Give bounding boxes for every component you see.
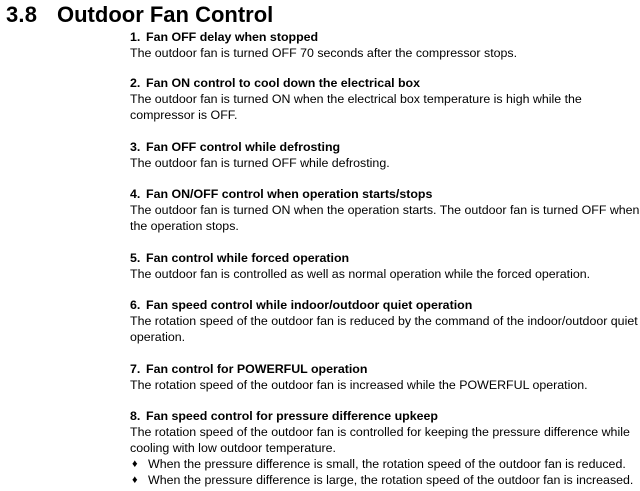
diamond-bullet-icon: ♦ [132, 458, 138, 470]
bullet-text: When the pressure difference is large, the rotation speed of the outdoor fan is increased. [148, 473, 634, 487]
section-number: 3.8 [6, 2, 38, 27]
item-number: 3. [130, 140, 141, 154]
item-heading [130, 140, 640, 155]
bullet-list [130, 456, 640, 488]
list-item [130, 140, 640, 171]
item-number: 4. [130, 187, 141, 201]
item-number: 1. [130, 30, 141, 44]
page-title: Outdoor Fan Control [57, 2, 274, 27]
item-description: The outdoor fan is turned ON when the electrical box temperature is high while the compressor is OFF. [130, 92, 582, 122]
item-heading [130, 187, 640, 202]
item-title: Fan OFF control while defrosting [146, 140, 341, 154]
item-description: The rotation speed of the outdoor fan is increased while the POWERFUL operation. [130, 378, 588, 392]
item-heading [130, 362, 640, 377]
diamond-bullet-icon: ♦ [132, 474, 138, 486]
item-heading [130, 409, 640, 424]
list-item [130, 76, 640, 123]
item-title: Fan control for POWERFUL operation [146, 362, 368, 376]
item-title: Fan OFF delay when stopped [146, 30, 319, 44]
bullet-item [130, 472, 640, 488]
item-heading [130, 298, 640, 313]
item-number: 8. [130, 409, 141, 423]
list-item [130, 30, 640, 61]
item-number: 7. [130, 362, 141, 376]
bullet-text: When the pressure difference is small, the rotation speed of the outdoor fan is reduced. [148, 457, 626, 471]
item-title: Fan ON/OFF control when operation starts/stops [146, 187, 433, 201]
item-title: Fan ON control to cool down the electrical box [146, 76, 420, 90]
item-heading [130, 30, 640, 45]
item-description: The outdoor fan is turned OFF 70 seconds after the compressor stops. [130, 46, 518, 60]
item-description: The outdoor fan is turned OFF while defrosting. [130, 156, 390, 170]
item-heading [130, 76, 640, 91]
item-number: 2. [130, 76, 141, 90]
list-item [130, 298, 640, 345]
list-item [130, 362, 640, 393]
item-number: 5. [130, 251, 141, 265]
item-title: Fan speed control while indoor/outdoor quiet operation [146, 298, 473, 312]
item-number: 6. [130, 298, 141, 312]
list-item [130, 187, 640, 234]
section-header [6, 0, 636, 30]
item-title: Fan control while forced operation [146, 251, 350, 265]
item-description: The outdoor fan is turned ON when the operation starts. The outdoor fan is turned OFF when the operation stops. [130, 203, 640, 233]
item-title: Fan speed control for pressure difference upkeep [146, 409, 438, 423]
item-description: The rotation speed of the outdoor fan is controlled for keeping the pressure difference while cooling with low outdoor temperature. [130, 425, 630, 455]
item-description: The rotation speed of the outdoor fan is reduced by the command of the indoor/outdoor quiet operation. [130, 314, 638, 344]
list-item [130, 409, 640, 488]
item-heading [130, 251, 640, 266]
bullet-item [130, 456, 640, 472]
item-description: The outdoor fan is controlled as well as normal operation while the forced operation. [130, 267, 591, 281]
list-item [130, 251, 640, 282]
